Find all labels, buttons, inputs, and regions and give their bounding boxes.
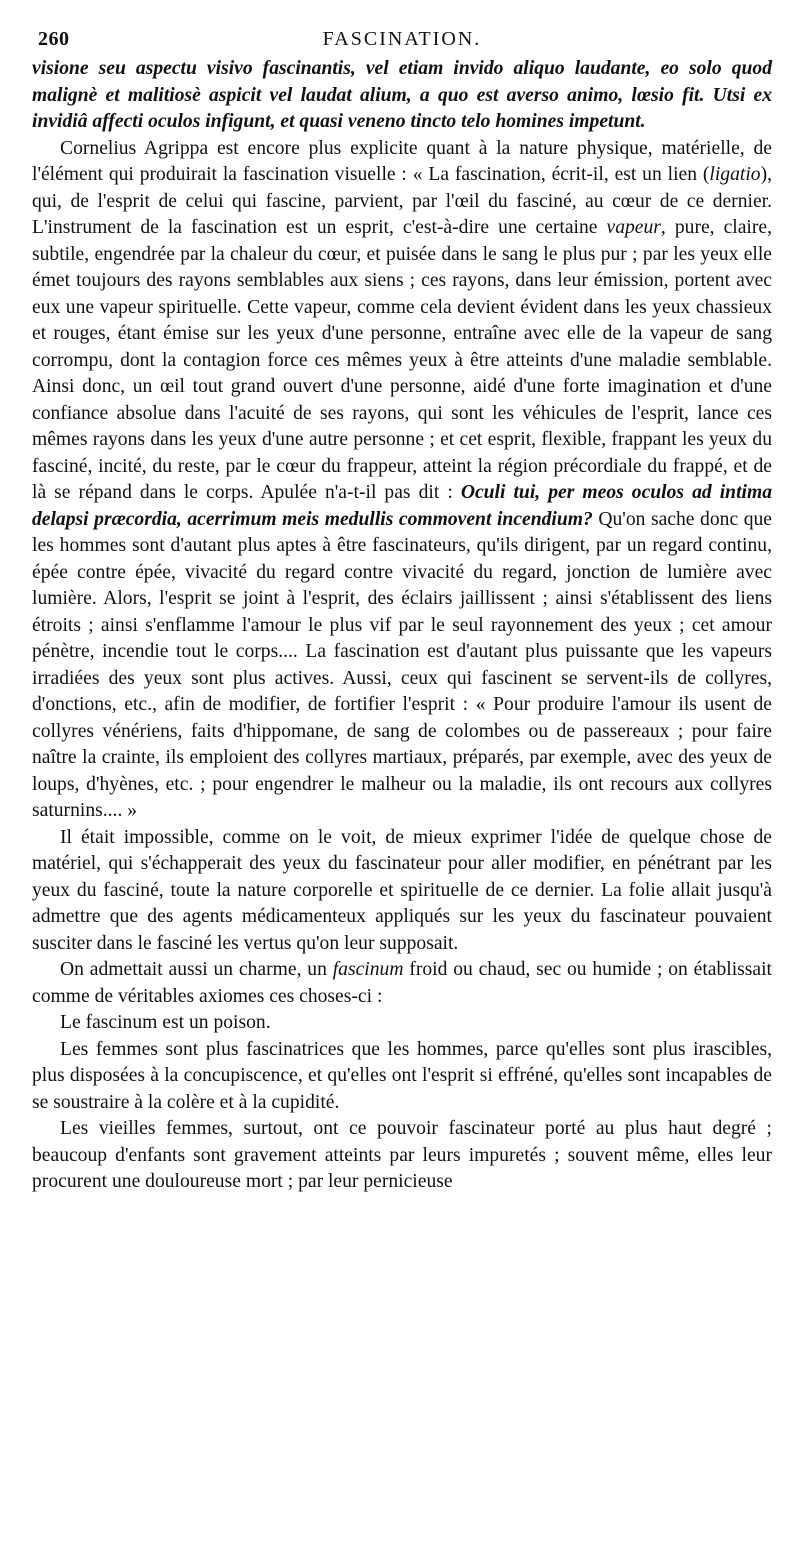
emphasis-text: fascinum xyxy=(332,959,404,980)
text-run: , pure, claire, subtile, engendrée par la chaleur du cœur, et puisée dans le sang le plus pur ; par les yeux elle émet toujours des rayons semblables aux siens ; ces rayons, dans leur émission, portent avec eux une vapeur spirituelle. Cette vapeur, comme cela devient évident dans les yeux chassieux et rouges, étant émise sur les yeux d'une personne, entraîne avec elle de la vapeur de sang corrompu, dont la contagion force ces mêmes yeux à être atteints d'une maladie semblable. Ainsi donc, un œil tout grand ouvert d'une personne, aidé d'une forte imagination et d'une confiance absolue dans l'acuité de ses rayons, qui sont les véhicules de l'esprit, lance ces mêmes rayons dans les yeux d'une autre personne ; et cet esprit, flexible, frappant les yeux du fasciné, incité, du reste, par le cœur du frappeur, atteint la région précordiale du frappé, et de là se répand dans le corps. Apulée n'a-t-il pas dit : xyxy=(32,217,772,503)
paragraph xyxy=(32,1116,772,1196)
paragraph xyxy=(32,825,772,958)
text-run: Qu'on sache donc que les hommes sont d'autant plus aptes à être fascinateurs, qu'ils dirigent, par un regard continu, épée contre épée, vivacité du regard contre vivacité du regard, jonction de lumière avec lumière. Alors, l'esprit se joint à l'esprit, des éclairs jaillissent ; ainsi s'établissent des liens étroits ; ainsi s'enflamme l'amour le plus vif par le seul rayonnement des yeux ; cet amour pénètre, incendie tout le corps.... La fascination est d'autant plus puissante que les vapeurs irradiées des yeux sont plus actives. Aussi, ceux qui fascinent se servent-ils de collyres, d'onctions, etc., afin de modifier, de fortifier l'esprit : « Pour produire l'amour ils usent de collyres vénériens, faits d'hippomane, de sang de colombes ou de passereaux ; pour faire naître la crainte, ils emploient des collyres martiaux, préparés, par exemple, avec des yeux de loups, d'hyènes, etc. ; pour engendrer le malheur ou la maladie, ils ont recours aux collyres saturnins.... » xyxy=(32,508,772,821)
emphasis-text: ligatio xyxy=(709,164,761,185)
emphasis-text: visione seu aspectu visivo fascinantis, vel etiam invido aliquo laudante, eo solo quod malignè et malitiosè aspicit vel laudat alium, a quo est averso animo, lœsio fit. Utsi ex invidiâ affecti oculos infigunt, et quasi veneno tincto telo homines impetunt. xyxy=(32,58,772,132)
text-run: ), qui, de l'esprit de celui qui fascine, parvient, par l'œil du fasciné, au cœur de ce dernier. L'instrument de la fascination est un esprit, c'est-à-dire une certaine xyxy=(32,164,772,238)
text-run: froid ou chaud, sec ou humide ; on établissait comme de véritables axiomes ces choses-ci : xyxy=(32,959,773,1007)
emphasis-text: Oculi tui, per meos oculos ad intima delapsi præcordia, acerrimum meis medullis commovent incendium? xyxy=(32,482,772,530)
paragraph xyxy=(32,1037,772,1117)
paragraph xyxy=(32,957,772,1010)
text-run: Cornelius Agrippa est encore plus explicite quant à la nature physique, matérielle, de l'élément qui produirait la fascination visuelle : « La fascination, écrit-il, est un lien ( xyxy=(32,137,772,185)
text-run: On admettait aussi un charme, un xyxy=(60,959,333,980)
body-text xyxy=(32,56,772,1196)
emphasis-text: vapeur xyxy=(606,217,661,238)
text-run: Les vieilles femmes, surtout, ont ce pouvoir fascinateur porté au plus haut degré ; beaucoup d'enfants sont gravement atteints par leurs impuretés ; souvent même, elles leur procurent une douloureuse mort ; par leur pernicieuse xyxy=(32,1118,772,1192)
paragraph xyxy=(32,136,772,825)
paragraph xyxy=(32,1010,772,1037)
running-head: FASCINATION. xyxy=(322,28,482,50)
page-number: 260 xyxy=(38,28,70,50)
paragraph xyxy=(32,56,772,136)
text-run: Les femmes sont plus fascinatrices que les hommes, parce qu'elles sont plus irascibles, plus disposées à la concupiscence, et qu'elles ont l'esprit si effréné, qu'elles sont incapables de se soustraire à la colère et à la cupidité. xyxy=(32,1038,772,1113)
page-header xyxy=(32,28,772,54)
text-run: Le fascinum est un poison. xyxy=(60,1012,271,1033)
text-run: Il était impossible, comme on le voit, de mieux exprimer l'idée de quelque chose de matériel, qui s'échapperait des yeux du fascinateur pour aller modifier, en pénétrant par les yeux du fasciné, toute la nature corporelle et spirituelle de ce dernier. La folie allait jusqu'à admettre que des agents médicamenteux appliqués sur les yeux du fascinateur pouvaient susciter dans le fasciné les vertus qu'on leur supposait. xyxy=(32,826,772,954)
